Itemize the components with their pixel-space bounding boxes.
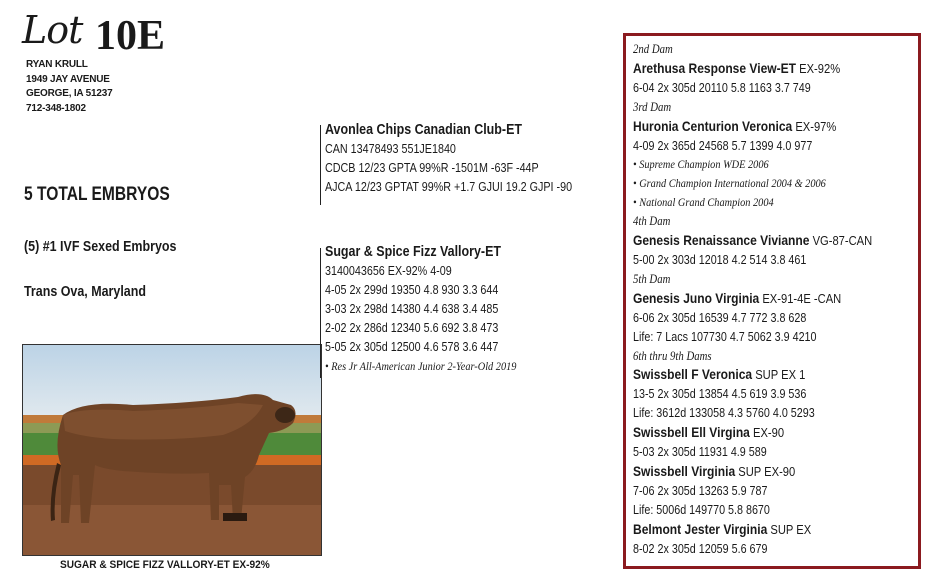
dam-block <box>325 243 516 376</box>
consignor-address: 1949 JAY AVENUE <box>26 73 110 85</box>
dam-line: 2-02 2x 286d 12340 5.6 692 3.8 473 <box>325 321 499 335</box>
dam-line: 4-05 2x 299d 19350 4.8 930 3.3 644 <box>325 283 499 297</box>
dam-title <box>633 423 872 443</box>
dam-record: 4-09 2x 365d 24568 5.7 1399 4.0 977 <box>633 138 813 153</box>
dam-bracket <box>320 248 321 378</box>
dam-award: • Grand Champion International 2004 & 2006 <box>633 176 826 191</box>
photo-caption: SUGAR & SPICE FIZZ VALLORY-ET EX-92% <box>60 559 270 571</box>
dam-line: 3-03 2x 298d 14380 4.4 638 3.4 485 <box>325 302 499 316</box>
dam-classification: SUP EX-90 <box>735 463 796 479</box>
dam-name: Genesis Renaissance Vivianne <box>633 232 810 249</box>
dam-note: • Res Jr All-American Junior 2-Year-Old 2019 <box>325 359 517 373</box>
dam-record: 6-06 2x 305d 16539 4.7 772 3.8 628 <box>633 310 807 325</box>
dam-name: Swissbell F Veronica <box>633 366 753 383</box>
dam-name: Swissbell Ell Virgina <box>633 424 750 441</box>
dam-generation-label: 2nd Dam <box>633 42 673 56</box>
dam-record: 13-5 2x 305d 13854 4.5 619 3.9 536 <box>633 387 807 402</box>
lot-number: 10E <box>95 13 166 59</box>
dam-name: Huronia Centurion Veronica <box>633 117 793 134</box>
dam-record: 5-00 2x 303d 12018 4.2 514 3.8 461 <box>633 252 807 267</box>
dam-name: Swissbell Virginia <box>633 462 736 479</box>
dam-classification: EX-90 <box>749 425 785 441</box>
total-embryos: 5 TOTAL EMBRYOS <box>24 184 170 205</box>
dam-classification: VG-87-CAN <box>809 233 873 249</box>
dam-classification: EX-91-4E -CAN <box>759 290 842 306</box>
consignor-name: RYAN KRULL <box>26 59 88 70</box>
dam-generation-label: 4th Dam <box>633 214 671 229</box>
dam-award: • National Grand Champion 2004 <box>633 195 774 210</box>
dam-title <box>633 231 872 251</box>
dam-classification: SUP EX <box>767 521 812 537</box>
lot-label: Lot <box>22 8 83 52</box>
consignor-block <box>26 58 112 116</box>
sire-block <box>325 121 572 197</box>
dam-title <box>633 365 872 385</box>
dam-line: 5-05 2x 305d 12500 4.6 578 3.6 447 <box>325 340 499 354</box>
dam-name: Genesis Juno Virginia <box>633 289 760 306</box>
dam-title <box>633 289 872 309</box>
sire-line: CAN 13478493 551JE1840 <box>325 142 456 156</box>
embryo-location: Trans Ova, Maryland <box>24 284 146 300</box>
dam-line: 3140043656 EX-92% 4-09 <box>325 264 452 278</box>
cow-photo <box>22 344 322 556</box>
cow-photo-image <box>23 345 321 555</box>
sire-line: AJCA 12/23 GPTAT 99%R +1.7 GJUI 19.2 GJPI -90 <box>325 180 573 194</box>
maternal-pedigree <box>633 40 872 558</box>
dam-classification: SUP EX 1 <box>752 367 806 383</box>
dam-record: 8-02 2x 305d 12059 5.6 679 <box>633 541 768 556</box>
dam-name: Belmont Jester Virginia <box>633 520 768 537</box>
dam-generation-label: 6th thru 9th Dams <box>633 348 712 363</box>
consignor-city: GEORGE, IA 51237 <box>26 88 113 99</box>
dam-name: Sugar & Spice Fizz Vallory-ET <box>325 244 502 260</box>
consignor-phone: 712-348-1802 <box>26 102 86 114</box>
dam-record: 7-06 2x 305d 13263 5.9 787 <box>633 483 768 498</box>
dam-classification: EX-92% <box>796 60 841 76</box>
dam-title <box>633 520 872 540</box>
dam-record: 6-04 2x 305d 20110 5.8 1163 3.7 749 <box>633 80 811 95</box>
dam-generation-label: 5th Dam <box>633 271 671 286</box>
dam-lifetime: Life: 3612d 133058 4.3 5760 4.0 5293 <box>633 406 815 421</box>
embryo-detail: (5) #1 IVF Sexed Embryos <box>24 239 177 255</box>
dam-name: Arethusa Response View-ET <box>633 59 797 76</box>
dam-lifetime: Life: 7 Lacs 107730 4.7 5062 3.9 4210 <box>633 329 817 344</box>
sire-name: Avonlea Chips Canadian Club-ET <box>325 122 523 138</box>
dam-award: • Supreme Champion WDE 2006 <box>633 157 769 172</box>
dam-title <box>633 117 872 137</box>
dam-title <box>633 59 872 79</box>
dam-generation-label: 3rd Dam <box>633 99 672 114</box>
dam-record: 5-03 2x 305d 11931 4.9 589 <box>633 445 767 460</box>
dam-classification: EX-97% <box>792 118 837 134</box>
dam-title <box>633 462 872 482</box>
dam-lifetime: Life: 5006d 149770 5.8 8670 <box>633 502 770 517</box>
sire-bracket <box>320 125 321 205</box>
sire-line: CDCB 12/23 GPTA 99%R -1501M -63F -44P <box>325 161 539 175</box>
